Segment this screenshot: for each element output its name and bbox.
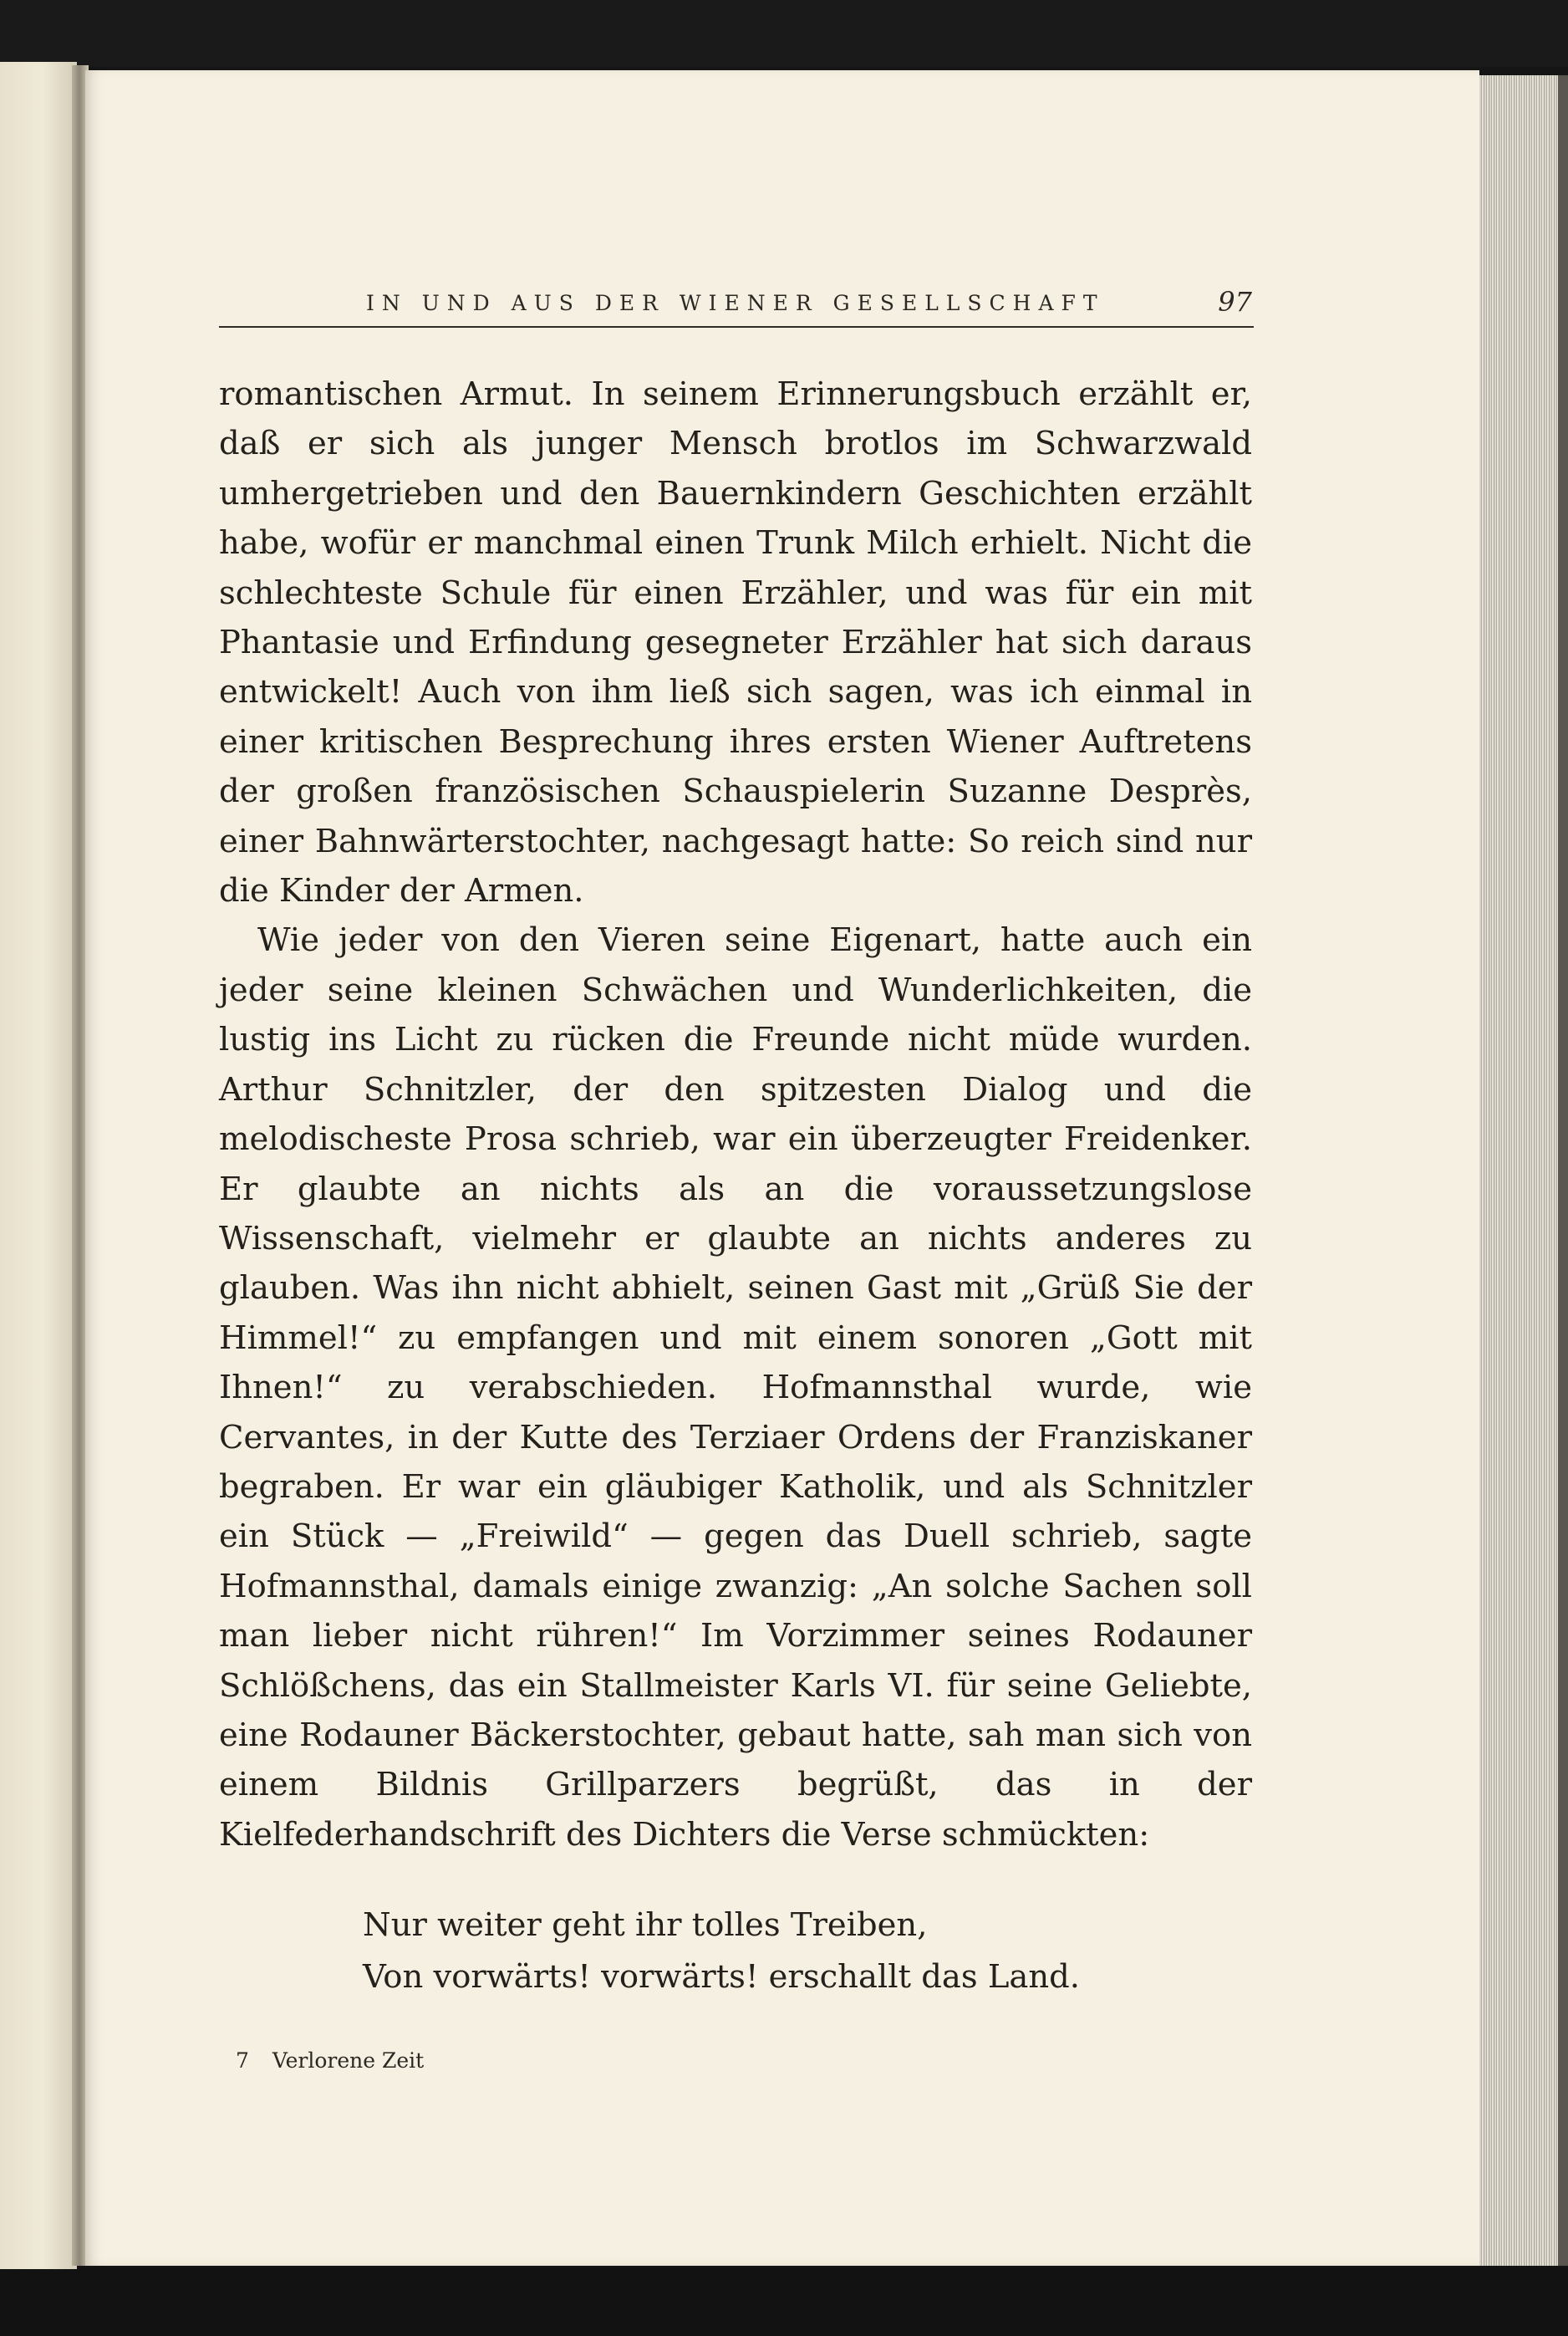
- facing-page-edge: [0, 62, 77, 2269]
- signature-title: Verlorene Zeit: [272, 2048, 425, 2073]
- header-rule: [219, 326, 1254, 328]
- verse-quotation: [363, 1900, 1080, 2003]
- running-head: [219, 286, 1252, 328]
- scan-background-bottom: [0, 2267, 1568, 2336]
- verse-line: Von vorwärts! vorwärts! erschallt das Land.: [363, 1958, 1081, 1996]
- scan-background-top: [0, 0, 1568, 67]
- running-title: IN UND AUS DER WIENER GESELLSCHAFT: [366, 291, 1105, 315]
- verse-line: Nur weiter geht ihr tolles Treiben,: [363, 1906, 928, 1944]
- page-block-fore-edge: [1479, 75, 1568, 2266]
- paragraph: romantischen Armut. In seinem Erinnerungsbuch erzählt er, daß er sich als junger Mensch brotlos im Schwarzwald umhergetrieben und den Bauernkindern Geschichten erzählt habe, wofür er manchmal einen Trunk Milch erhielt. Nicht die schlechteste Schule für einen Erzähler, und was für ein mit Phantasie und Erfindung gesegneter Erzähler hat sich daraus entwickelt! Auch von ihm ließ sich sagen, was ich einmal in einer kritischen Besprechung ihres ersten Wiener Auftretens der großen französischen Schauspielerin Suzanne Desprès, einer Bahnwärterstochter, nachgesagt hatte: So reich sind nur die Kinder der Armen.: [219, 375, 1252, 910]
- signature-number: 7: [236, 2048, 249, 2073]
- paragraph: Wie jeder von den Vieren seine Eigenart, hatte auch ein jeder seine kleinen Schwächen und Wunderlichkeiten, die lustig ins Licht zu rücken die Freunde nicht müde wurden. Arthur Schnitzler, der den spitzesten Dialog und die melodischeste Prosa schrieb, war ein überzeugter Freidenker. Er glaubte an nichts als an die voraussetzungslose Wissenschaft, vielmehr er glaubte an nichts anderes zu glauben. Was ihn nicht abhielt, seinen Gast mit „Grüß Sie der Himmel!“ zu empfangen und mit einem sonoren „Gott mit Ihnen!“ zu verabschieden. Hofmannsthal wurde, wie Cervantes, in der Kutte des Terziaer Ordens der Franziskaner begraben. Er war ein gläubiger Katholik, und als Schnitzler ein Stück — „Freiwild“ — gegen das Duell schrieb, sagte Hofmannsthal, damals einige zwanzig: „An solche Sachen soll man lieber nicht rühren!“ Im Vorzimmer seines Rodauner Schlößchens, das ein Stallmeister Karls VI. für seine Geliebte, eine Rodauner Bäckerstochter, gebaut hatte, sah man sich von einem Bildnis Grillparzers begrüßt, das in der Kielfederhandschrift des Dichters die Verse schmückten:: [219, 921, 1252, 1854]
- page-number: 97: [1218, 286, 1252, 318]
- body-text: [219, 370, 1252, 1859]
- signature-mark: [236, 2048, 424, 2073]
- fore-edge-shadow: [1558, 75, 1568, 2266]
